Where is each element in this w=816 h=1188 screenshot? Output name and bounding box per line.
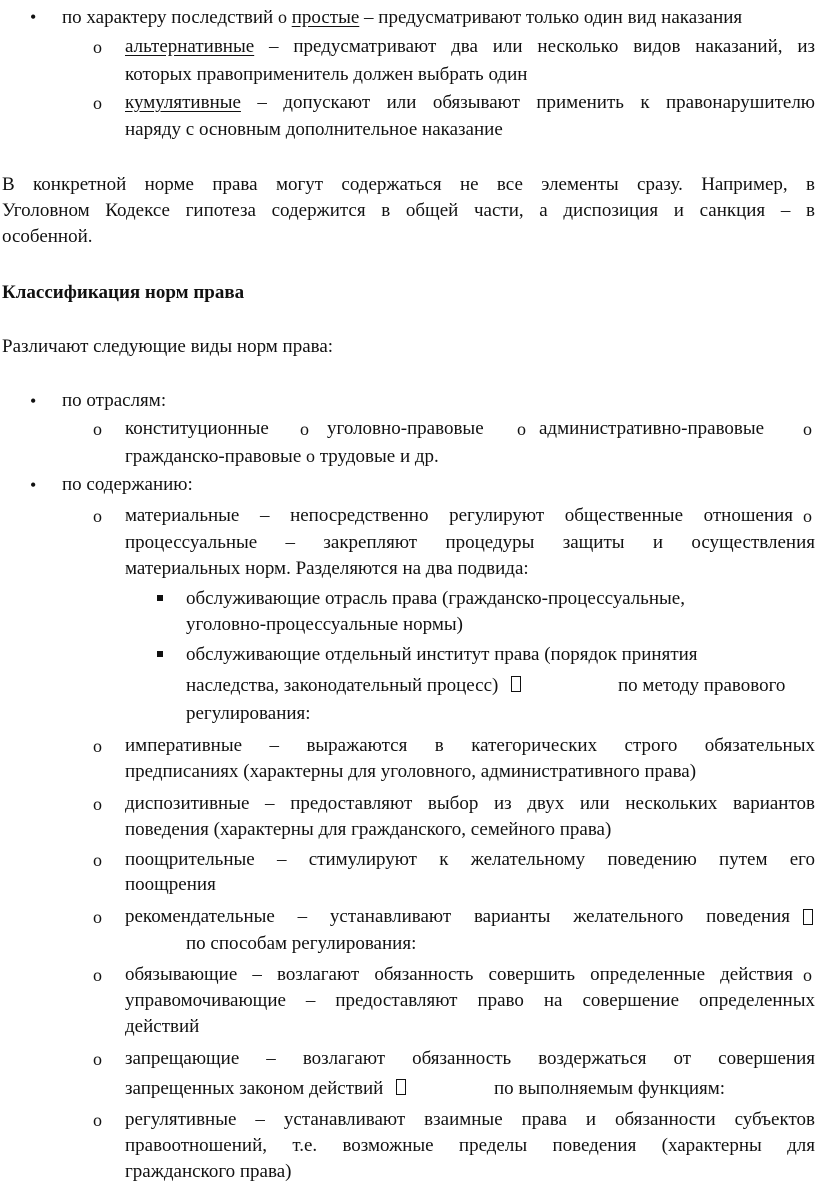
prohibiting-line-1: запрещающие – возлагают обязанность воздержаться от совершения: [125, 1048, 815, 1069]
term-alternative: альтернативные: [125, 36, 255, 57]
prohibiting-line-2: [125, 1076, 406, 1102]
circle-marker: o: [93, 965, 102, 985]
paragraph-line-3: особенной.: [2, 226, 93, 247]
recommending-line-1: рекомендательные – устанавливают варианты желательного поведения: [125, 906, 790, 927]
circle-marker: o: [803, 419, 812, 439]
term-simple: простые: [291, 7, 360, 28]
procedural-line-2: материальных норм. Разделяются на два подвида:: [125, 558, 529, 579]
circle-marker: o: [93, 419, 102, 439]
branch-civil: гражданско-правовые: [125, 446, 302, 467]
circle-marker: o: [93, 93, 102, 113]
simple-definition: – предусматривают только один вид наказания: [364, 7, 743, 28]
bullet-marker: •: [30, 475, 37, 495]
bullet-marker: •: [30, 7, 37, 27]
subtype-2-line-1: обслуживающие отдельный институт права (порядок принятия: [186, 644, 698, 665]
method-label-part2: регулирования:: [186, 703, 311, 724]
subtype-2-line-2: [186, 673, 521, 699]
imperative-line-1: императивные – выражаются в категорических строго обязательных: [125, 735, 815, 756]
missing-glyph-box: [511, 676, 521, 692]
subtype-1-line-2: уголовно-процессуальные нормы): [186, 614, 463, 635]
method-label-part1: по методу правового: [618, 675, 786, 696]
regulatory-line-2: правоотношений, т.е. возможные пределы поведения (характерны для: [125, 1135, 815, 1156]
circle-marker: o: [306, 446, 316, 466]
missing-glyph-box: [396, 1079, 406, 1095]
material-line: материальные – непосредственно регулируют общественные отношения: [125, 505, 793, 526]
branch-criminal: уголовно-правовые: [327, 418, 484, 439]
paragraph-line-1: В конкретной норме права могут содержаться не все элементы сразу. Например, в: [2, 174, 815, 195]
circle-marker: o: [93, 1049, 102, 1069]
branch-constitutional: конституционные: [125, 418, 269, 439]
circle-marker: o: [93, 1110, 102, 1130]
circle-marker: o: [93, 736, 102, 756]
imperative-line-2: предписаниях (характерны для уголовного, административного права): [125, 761, 697, 782]
square-bullet: [157, 595, 163, 601]
branches-line-2: [125, 443, 439, 470]
missing-glyph-box: [803, 909, 813, 925]
branch-administrative: административно-правовые: [539, 418, 765, 439]
square-bullet: [157, 651, 163, 657]
circle-marker: o: [517, 419, 526, 439]
circle-marker: o: [93, 37, 102, 57]
dispositive-line-2: поведения (характерны для гражданского, семейного права): [125, 819, 612, 840]
circle-marker: o: [93, 907, 102, 927]
cumulative-line-2: наряду с основным дополнительное наказание: [125, 119, 503, 140]
circle-marker: o: [300, 419, 309, 439]
alternative-definition: – предусматривают два или несколько видов наказаний, из: [269, 36, 815, 57]
empowering-line-2: действий: [125, 1016, 200, 1037]
bullet-marker: •: [30, 391, 37, 411]
regulatory-line-3: гражданского права): [125, 1161, 292, 1182]
consequences-label: по характеру последствий: [62, 7, 274, 28]
dispositive-line-1: диспозитивные – предоставляют выбор из двух или нескольких вариантов: [125, 793, 815, 814]
procedural-line-1: процессуальные – закрепляют процедуры защиты и осуществления: [125, 532, 815, 553]
circle-marker: o: [277, 7, 287, 27]
term-cumulative: кумулятивные: [125, 92, 241, 113]
paragraph-line-2: Уголовном Кодексе гипотеза содержится в общей части, а диспозиция и санкция – в: [2, 200, 815, 221]
encouraging-line-2: поощрения: [125, 874, 216, 895]
intro-text: Различают следующие виды норм права:: [2, 336, 334, 357]
functions-label: по выполняемым функциям:: [494, 1078, 726, 1099]
obliging-line: обязывающие – возлагают обязанность совершить определенные действия: [125, 964, 793, 985]
circle-marker: o: [803, 965, 812, 985]
alternative-line-1: [125, 34, 815, 60]
regulatory-line-1: регулятивные – устанавливают взаимные права и обязанности субъектов: [125, 1109, 815, 1130]
branches-line-1: [125, 416, 815, 442]
subtype-1-line-1: обслуживающие отрасль права (гражданско-процессуальные,: [186, 588, 685, 609]
branches-label: по отраслям:: [62, 390, 167, 411]
content-label: по содержанию:: [62, 474, 193, 495]
circle-marker: o: [93, 506, 102, 526]
section-heading: Классификация норм права: [2, 282, 245, 303]
cumulative-line-1: [125, 90, 815, 116]
circle-marker: o: [93, 850, 102, 870]
circle-marker: o: [93, 794, 102, 814]
regulation-method-label: по способам регулирования:: [186, 933, 417, 954]
alternative-line-2: которых правоприменитель должен выбрать один: [125, 64, 528, 85]
empowering-line-1: управомочивающие – предоставляют право на совершение определенных: [125, 990, 815, 1011]
branch-labor: трудовые и др.: [319, 446, 439, 467]
subtype-2-text: наследства, законодательный процесс): [186, 675, 499, 696]
prohibiting-text: запрещенных законом действий: [125, 1078, 384, 1099]
encouraging-line-1: поощрительные – стимулируют к желательному поведению путем его: [125, 849, 815, 870]
circle-marker: o: [803, 506, 812, 526]
consequences-line: [62, 4, 742, 31]
cumulative-definition: – допускают или обязывают применить к правонарушителю: [257, 92, 815, 113]
